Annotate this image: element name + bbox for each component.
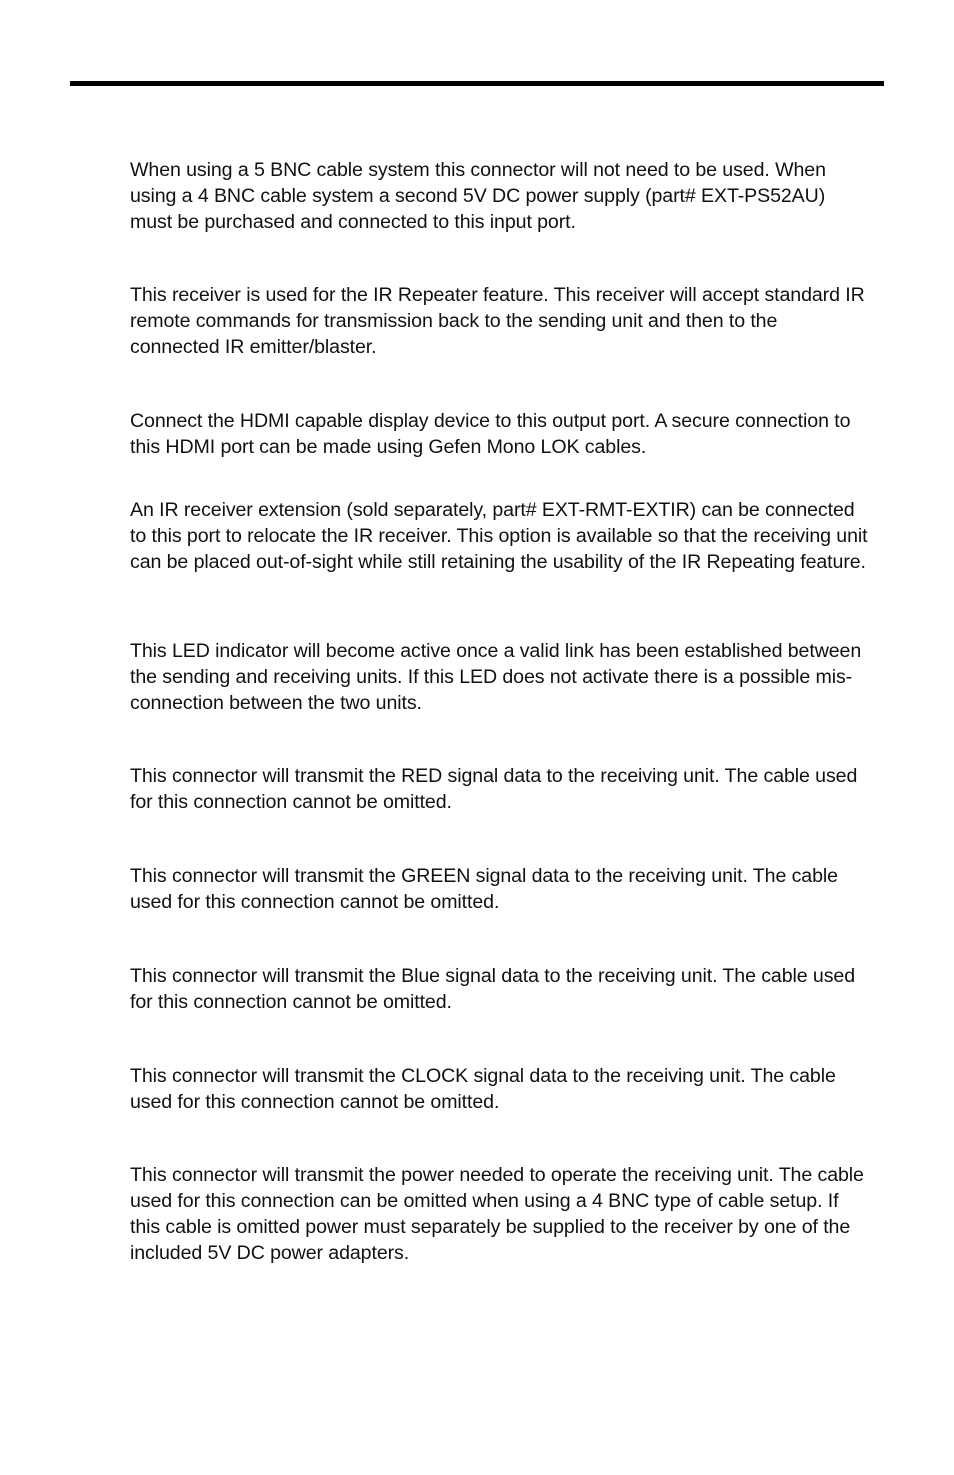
paragraph-red-connector: This connector will transmit the RED signal data to the receiving unit. The cable used for this connection cannot be omitted.	[130, 765, 858, 813]
paragraph-hdmi-output: Connect the HDMI capable display device to this output port. A secure connection to this HDMI port can be made using Gefen Mono LOK cables.	[130, 410, 851, 458]
paragraph-link-led: This LED indicator will become active once a valid link has been established between the sending and receiving units. If this LED does not activate there is a possible mis-connection between the two units.	[130, 640, 862, 714]
paragraph-ir-receiver: This receiver is used for the IR Repeater feature. This receiver will accept standard IR remote commands for transmission back to the sending unit and then to the connected IR emitter/blaster.	[130, 284, 865, 358]
paragraph-clock-connector: This connector will transmit the CLOCK signal data to the receiving unit. The cable used for this connection cannot be omitted.	[130, 1065, 836, 1113]
paragraph-blue-connector: This connector will transmit the Blue signal data to the receiving unit. The cable used for this connection cannot be omitted.	[130, 965, 856, 1013]
paragraph-5v-dc-input: When using a 5 BNC cable system this connector will not need to be used. When using a 4 BNC cable system a second 5V DC power supply (part# EXT-PS52AU) must be purchased and connected to this input port.	[130, 159, 826, 233]
paragraph-power-connector: This connector will transmit the power needed to operate the receiving unit. The cable used for this connection can be omitted when using a 4 BNC type of cable setup. If this cable is omitted power must separately be supplied to the receiver by one of the included 5V DC power adapters.	[130, 1164, 864, 1264]
header-rule	[70, 81, 884, 86]
paragraph-ir-extension-port: An IR receiver extension (sold separately, part# EXT-RMT-EXTIR) can be connected to this port to relocate the IR receiver. This option is available so that the receiving unit can be placed out-of-sight while still retaining the usability of the IR Repeating feature.	[130, 499, 868, 573]
paragraph-green-connector: This connector will transmit the GREEN signal data to the receiving unit. The cable used for this connection cannot be omitted.	[130, 865, 838, 913]
